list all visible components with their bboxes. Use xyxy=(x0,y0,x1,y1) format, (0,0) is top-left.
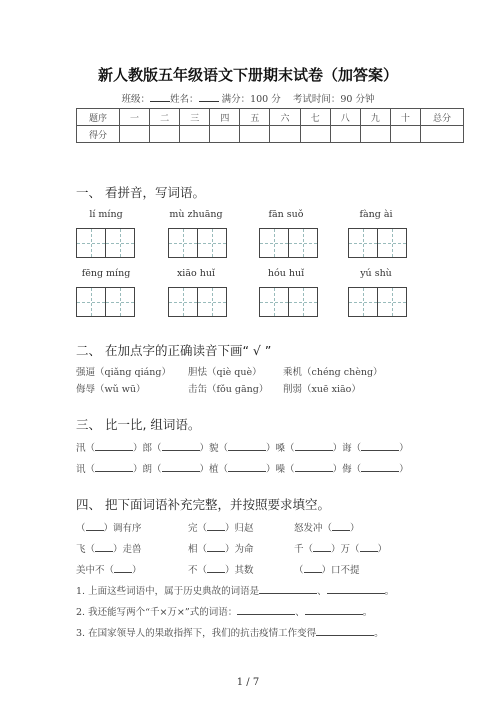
reading-item[interactable]: 击缶（fǒu gāng） xyxy=(188,384,269,395)
pinyin-label: xiāo huǐ xyxy=(176,268,216,279)
end-mark: 。 xyxy=(374,628,384,639)
idiom-item xyxy=(188,562,254,576)
answer-blank[interactable] xyxy=(207,522,225,531)
idiom-item xyxy=(294,562,360,576)
idiom-item xyxy=(294,541,387,555)
char-label: 汛（ xyxy=(76,443,96,454)
table-cell: 九 xyxy=(360,109,390,126)
score-cell[interactable] xyxy=(330,126,360,143)
table-cell: 六 xyxy=(270,109,300,126)
end-mark: 。 xyxy=(362,607,373,618)
idiom-text: ） xyxy=(377,544,388,555)
idiom-item xyxy=(76,541,142,555)
idiom-text: ）口不提 xyxy=(321,565,360,576)
section-4-heading: 四、 把下面词语补充完整，并按照要求填空。 xyxy=(76,497,330,512)
end-mark: 。 xyxy=(384,586,395,597)
answer-blank[interactable] xyxy=(95,463,133,472)
class-label: 班级： xyxy=(121,94,151,105)
reading-item[interactable]: 乘机（chéng chèng） xyxy=(283,367,383,378)
idiom-text: ）走兽 xyxy=(113,544,142,555)
char-label: ）植（ xyxy=(199,464,229,475)
writing-box[interactable] xyxy=(259,287,318,317)
answer-blank[interactable] xyxy=(207,543,225,552)
answer-blank[interactable] xyxy=(361,463,399,472)
writing-box[interactable] xyxy=(168,287,227,317)
section-1-heading: 一、 看拼音，写词语。 xyxy=(76,185,205,200)
table-cell: 得分 xyxy=(77,126,120,143)
compare-row xyxy=(76,461,409,475)
answer-blank[interactable] xyxy=(295,442,333,451)
question-3 xyxy=(76,625,384,639)
score-cell[interactable] xyxy=(421,126,464,143)
idiom-text: 飞（ xyxy=(76,544,96,555)
answer-blank[interactable] xyxy=(114,564,132,573)
writing-box[interactable] xyxy=(348,287,407,317)
answer-blank[interactable] xyxy=(162,442,200,451)
question-2 xyxy=(76,604,372,618)
pinyin-label: fàng ài xyxy=(359,209,393,220)
char-label: ）朗（ xyxy=(133,464,162,475)
page-title: 新人教版五年级语文下册期末试卷（加答案） xyxy=(97,66,398,84)
answer-blank[interactable] xyxy=(207,564,225,573)
compare-row xyxy=(76,440,409,454)
char-label: ） xyxy=(399,464,409,475)
answer-blank[interactable] xyxy=(259,585,317,594)
section-2-heading: 二、 在加点字的正确读音下画“ √ ” xyxy=(76,343,272,358)
idiom-text: 不（ xyxy=(188,565,208,576)
writing-box[interactable] xyxy=(259,228,318,258)
writing-box[interactable] xyxy=(76,287,135,317)
idiom-text: ）其数 xyxy=(225,565,254,576)
pinyin-label: lí míng xyxy=(89,209,123,220)
char-label: ）嗓（ xyxy=(266,443,295,454)
separator: 、 xyxy=(295,607,305,618)
idiom-text: 怒发冲（ xyxy=(294,523,333,534)
score-cell[interactable] xyxy=(180,126,210,143)
pinyin-label: hóu huǐ xyxy=(267,268,305,279)
answer-blank[interactable] xyxy=(305,606,363,615)
answer-blank[interactable] xyxy=(95,543,113,552)
char-label: ）噪（ xyxy=(266,464,295,475)
idiom-text: ）万（ xyxy=(331,544,360,555)
idiom-text: ）调有序 xyxy=(103,523,142,534)
reading-item[interactable]: 强逼（qiǎng qiáng） xyxy=(76,367,171,378)
idiom-text: （ xyxy=(294,565,304,576)
table-cell: 二 xyxy=(150,109,180,126)
score-table-score-row xyxy=(77,126,464,143)
score-table-header-row xyxy=(77,109,464,126)
full-score: 满分：100 分 xyxy=(221,94,281,105)
table-cell: 八 xyxy=(330,109,360,126)
idiom-item xyxy=(76,562,142,576)
score-cell[interactable] xyxy=(390,126,420,143)
answer-blank[interactable] xyxy=(228,442,266,451)
name-label: 姓名： xyxy=(170,94,199,105)
answer-blank[interactable] xyxy=(162,463,200,472)
score-cell[interactable] xyxy=(210,126,240,143)
reading-item[interactable]: 侮辱（wǔ wū） xyxy=(76,384,146,395)
page-number: 1 / 7 xyxy=(236,677,260,688)
pinyin-label: mù zhuāng xyxy=(169,209,223,220)
char-label: 讯（ xyxy=(76,464,96,475)
class-blank[interactable] xyxy=(150,92,170,102)
char-label: ）郎（ xyxy=(133,443,162,454)
table-cell: 十 xyxy=(390,109,420,126)
idiom-text: 相（ xyxy=(188,544,208,555)
writing-box[interactable] xyxy=(168,228,227,258)
score-cell[interactable] xyxy=(360,126,390,143)
table-cell: 四 xyxy=(210,109,240,126)
char-label: ）侮（ xyxy=(332,464,362,475)
score-cell[interactable] xyxy=(270,126,300,143)
answer-blank[interactable] xyxy=(360,543,378,552)
separator: 、 xyxy=(317,586,327,597)
table-cell: 题序 xyxy=(77,109,120,126)
question-text: 2. 我还能写两个“千×万×”式的词语： xyxy=(76,607,238,618)
question-text: 1. 上面这些词语中，属于历史典故的词语是 xyxy=(76,586,260,597)
table-cell: 七 xyxy=(300,109,330,126)
answer-blank[interactable] xyxy=(327,585,385,594)
writing-box[interactable] xyxy=(76,228,135,258)
idiom-text: ） xyxy=(350,523,360,534)
idiom-item xyxy=(76,520,142,534)
idiom-item xyxy=(188,520,254,534)
answer-blank[interactable] xyxy=(228,463,266,472)
answer-blank[interactable] xyxy=(313,543,331,552)
exam-time: 考试时间：90 分钟 xyxy=(292,94,375,105)
idiom-text: ） xyxy=(132,565,142,576)
answer-blank[interactable] xyxy=(316,627,374,636)
idiom-text: 完（ xyxy=(188,523,208,534)
answer-blank[interactable] xyxy=(295,463,333,472)
char-label: ）貌（ xyxy=(199,443,229,454)
answer-blank[interactable] xyxy=(304,564,322,573)
writing-box[interactable] xyxy=(348,228,407,258)
section-3-heading: 三、 比一比, 组词语。 xyxy=(76,417,201,432)
idiom-item xyxy=(294,520,360,534)
char-label: ）诲（ xyxy=(332,443,362,454)
idiom-text: （ xyxy=(76,523,86,534)
idiom-text: 千（ xyxy=(294,544,314,555)
table-cell: 三 xyxy=(180,109,210,126)
table-cell: 一 xyxy=(120,109,150,126)
reading-item[interactable]: 胆怯（qiè què） xyxy=(188,367,262,378)
answer-blank[interactable] xyxy=(237,606,295,615)
name-blank[interactable] xyxy=(199,92,219,102)
answer-blank[interactable] xyxy=(361,442,399,451)
score-cell[interactable] xyxy=(240,126,270,143)
answer-blank[interactable] xyxy=(95,442,133,451)
pinyin-label: yú shù xyxy=(360,268,392,279)
pinyin-label: fān suǒ xyxy=(268,209,304,220)
score-cell[interactable] xyxy=(150,126,180,143)
pinyin-label: fēng míng xyxy=(81,268,131,279)
score-table xyxy=(76,108,464,143)
score-cell[interactable] xyxy=(120,126,150,143)
answer-blank[interactable] xyxy=(86,522,104,531)
question-text: 3. 在国家领导人的果敢指挥下，我们的抗击疫情工作变得 xyxy=(76,628,317,639)
question-1 xyxy=(76,583,394,597)
table-cell: 五 xyxy=(240,109,270,126)
idiom-text: 美中不（ xyxy=(76,565,115,576)
table-cell: 总分 xyxy=(421,109,464,126)
char-label: ） xyxy=(399,443,409,454)
score-cell[interactable] xyxy=(300,126,330,143)
exam-info xyxy=(0,91,496,105)
idiom-text: ）为命 xyxy=(225,544,254,555)
idiom-item xyxy=(188,541,254,555)
answer-blank[interactable] xyxy=(332,522,350,531)
reading-item[interactable]: 削弱（xuē xiāo） xyxy=(283,384,361,395)
idiom-text: ）归赵 xyxy=(225,523,254,534)
